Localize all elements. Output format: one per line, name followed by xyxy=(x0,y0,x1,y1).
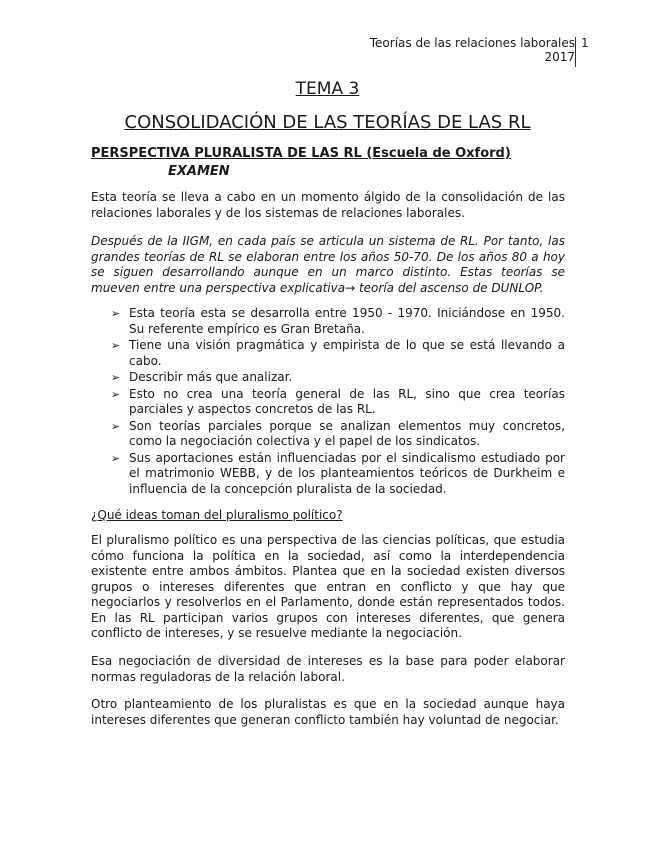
list-item xyxy=(111,306,565,337)
list-item-text: Esto no crea una teoría general de las RL, sino que crea teorías parciales y aspectos concretos de las RL. xyxy=(129,386,565,416)
list-item-text: Describir más que analizar. xyxy=(129,370,293,384)
list-item-text: Son teorías parciales porque se analizan elementos muy concretos, como la negociación colectiva y el papel de los sindicatos. xyxy=(129,418,565,448)
intro-paragraph: Esta teoría se lleva a cabo en un momento álgido de la consolidación de las relaciones laborales y de los sistemas de relaciones laborales. xyxy=(91,190,565,220)
italic-text: Después de la IIGM, en cada país se articula un sistema de RL. Por tanto, las grandes teorías de RL se elaboran entre los años 50-70. De los años 80 a hoy se siguen desarrollando aunque en un marco distinto. Estas teorías se mueven entre una perspectiva explicativa xyxy=(91,234,565,295)
exam-label: EXAMEN xyxy=(168,164,230,179)
tema-heading: TEMA 3 xyxy=(295,79,360,99)
section-heading: PERSPECTIVA PLURALISTA DE LAS RL (Escuela de Oxford) xyxy=(91,146,511,161)
question-heading: ¿Qué ideas toman del pluralismo político? xyxy=(91,508,343,522)
list-item xyxy=(111,338,565,369)
header-title: Teorías de las relaciones laborales xyxy=(369,36,575,50)
body-paragraph: Esa negociación de diversidad de intereses es la base para poder elaborar normas reguladoras de la relación laboral. xyxy=(91,654,565,684)
list-item-text: Sus aportaciones están influenciadas por el sindicalismo estudiado por el matrimonio WEBB, y de los planteamientos teóricos de Durkheim e influencia de la concepción pluralista de la sociedad. xyxy=(129,450,565,496)
page-title: CONSOLIDACIÓN DE LAS TEORÍAS DE LAS RL xyxy=(124,112,531,133)
list-item xyxy=(111,419,565,450)
arrow-bullet-icon: ➢ xyxy=(111,371,121,384)
body-paragraph: El pluralismo político es una perspectiva de las ciencias políticas, que estudia cómo funciona la política en la sociedad, así como la interdependencia existente entre ambos ámbitos. Plantea que en la sociedad existen diversos grupos o intereses diferentes que entran en conflicto y que hay que negociarlos y resolverlos en el Parlamento, donde están representados todos. En las RL participan varios grupos con intereses diferentes, que genera conflicto de intereses, y se resuelve mediante la negociación. xyxy=(91,533,565,640)
bullet-list xyxy=(111,306,565,498)
arrow-bullet-icon: ➢ xyxy=(111,339,121,352)
running-header xyxy=(370,36,575,64)
arrow-icon: → xyxy=(345,280,356,295)
body-paragraph: Otro planteamiento de los pluralistas es que en la sociedad aunque haya intereses diferentes que generan conflicto también hay voluntad de negociar. xyxy=(91,697,565,727)
arrow-bullet-icon: ➢ xyxy=(111,307,121,320)
list-item-text: Tiene una visión pragmática y empirista de lo que se está llevando a cabo. xyxy=(129,338,565,368)
header-divider xyxy=(575,37,576,67)
list-item xyxy=(111,387,565,418)
header-year: 2017 xyxy=(544,50,575,64)
arrow-bullet-icon: ➢ xyxy=(111,387,121,401)
list-item xyxy=(111,451,565,498)
italic-text-end: teoría del ascenso de DUNLOP. xyxy=(355,280,544,295)
page-number: 1 xyxy=(581,36,589,50)
list-item xyxy=(111,370,565,386)
arrow-bullet-icon: ➢ xyxy=(111,419,121,433)
arrow-bullet-icon: ➢ xyxy=(111,451,121,465)
list-item-text: Esta teoría esta se desarrolla entre 1950 - 1970. Iniciándose en 1950. Su referente empírico es Gran Bretaña. xyxy=(129,306,565,336)
italic-paragraph xyxy=(91,234,565,296)
